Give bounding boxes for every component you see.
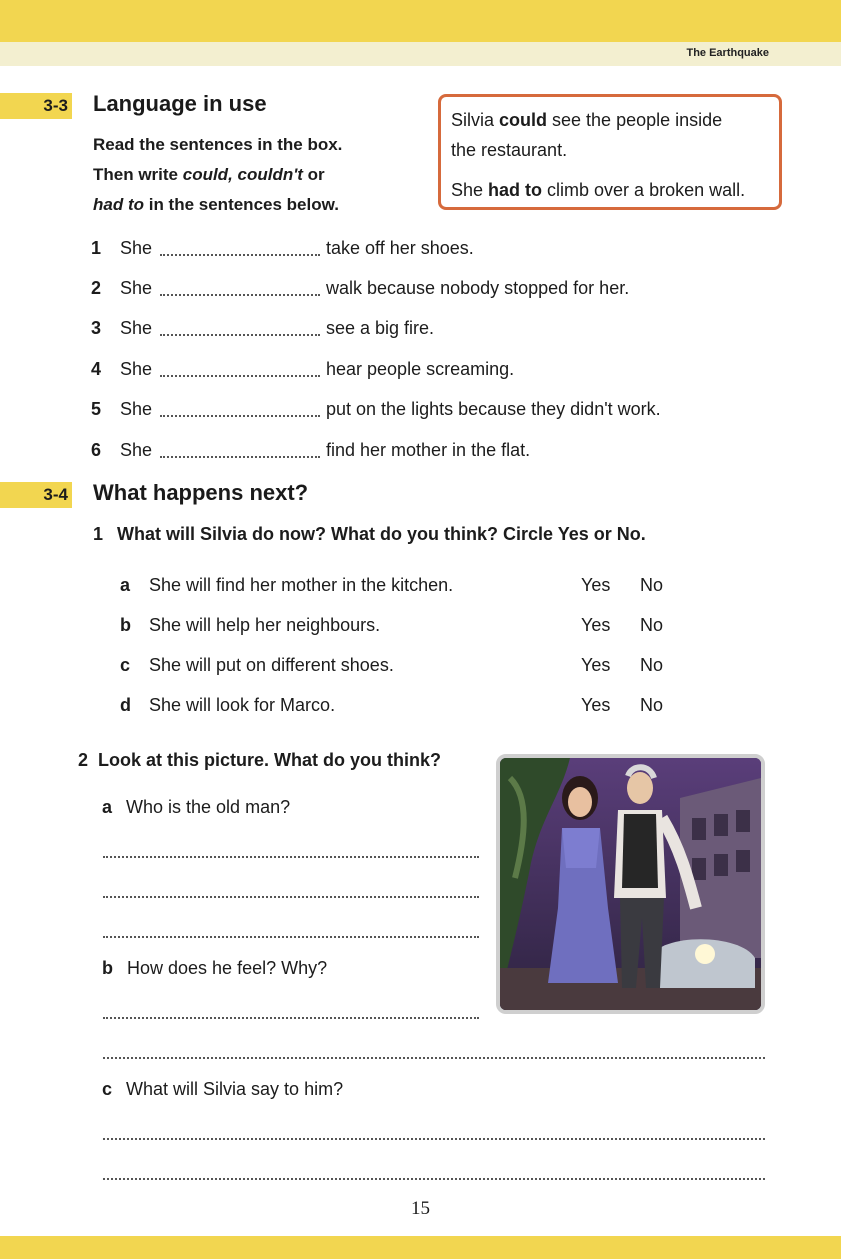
item-subject: She — [120, 278, 153, 298]
question-number: 2 — [78, 750, 89, 770]
option-text: She will find her mother in the kitchen. — [149, 575, 454, 595]
answer-line[interactable] — [103, 896, 479, 898]
option-letter: a — [120, 575, 131, 595]
instructions-line-2 — [93, 160, 413, 190]
yes-choice[interactable]: Yes — [581, 655, 611, 675]
item-subject: She — [120, 440, 153, 460]
item-subject: She — [120, 238, 153, 258]
option-letter: d — [120, 695, 131, 715]
sub-question-c — [102, 1079, 343, 1100]
instr-text: Then write — [93, 165, 183, 184]
item-subject: She — [120, 359, 153, 379]
bottom-color-band — [0, 1236, 841, 1259]
instructions-line-3 — [93, 190, 413, 220]
sub-text: What will Silvia say to him? — [126, 1079, 344, 1099]
example-sentence-1 — [451, 105, 769, 135]
no-choice[interactable]: No — [640, 695, 664, 715]
instructions-line-1: Read the sentences in the box. — [93, 135, 343, 154]
yes-choice[interactable]: Yes — [581, 615, 611, 635]
instr-keyword-had-to: had to — [93, 195, 144, 214]
item-subject: She — [120, 318, 153, 338]
sub-question-a — [102, 797, 290, 818]
item-text: walk because nobody stopped for her. — [326, 278, 630, 298]
yes-choice[interactable]: Yes — [581, 575, 611, 595]
option-letter: b — [120, 615, 131, 635]
question-text: Look at this picture. What do you think? — [98, 750, 442, 770]
instr-text: in the sentences below. — [144, 195, 339, 214]
answer-blank[interactable] — [160, 320, 320, 336]
answer-line[interactable] — [103, 1017, 479, 1019]
sub-letter: b — [102, 958, 113, 978]
section-title-what-happens-next: What happens next? — [93, 480, 309, 505]
option-text: She will look for Marco. — [149, 695, 336, 715]
item-number: 6 — [91, 440, 102, 460]
option-letter: c — [120, 655, 131, 675]
item-text: take off her shoes. — [326, 238, 474, 258]
box-text: climb over a broken wall. — [542, 180, 746, 200]
item-number: 5 — [91, 399, 102, 419]
box-text: She — [451, 180, 489, 200]
answer-blank[interactable] — [160, 240, 320, 256]
item-text: hear people screaming. — [326, 359, 515, 379]
item-subject: She — [120, 399, 153, 419]
no-choice[interactable]: No — [640, 575, 664, 595]
sub-question-b — [102, 958, 327, 979]
answer-line[interactable] — [103, 1178, 765, 1180]
item-text: put on the lights because they didn't work. — [326, 399, 661, 419]
box-keyword-had-to: had to — [488, 180, 543, 200]
no-choice[interactable]: No — [640, 615, 664, 635]
answer-line[interactable] — [103, 1138, 765, 1140]
answer-line[interactable] — [103, 936, 479, 938]
box-keyword-could: could — [499, 110, 548, 130]
example-sentence-1-cont: the restaurant. — [451, 140, 568, 160]
option-text: She will help her neighbours. — [149, 615, 381, 635]
box-text: see the people inside — [547, 110, 723, 130]
story-illustration — [496, 754, 765, 1014]
no-choice[interactable]: No — [640, 655, 664, 675]
item-number: 4 — [91, 359, 102, 379]
answer-blank[interactable] — [160, 401, 320, 417]
instructions — [93, 130, 413, 220]
option-text: She will put on different shoes. — [149, 655, 394, 675]
answer-line[interactable] — [103, 1057, 765, 1059]
top-color-band — [0, 0, 841, 42]
answer-blank[interactable] — [160, 361, 320, 377]
question-1 — [93, 524, 646, 545]
yes-choice[interactable]: Yes — [581, 695, 611, 715]
answer-blank[interactable] — [160, 280, 320, 296]
question-2 — [78, 750, 441, 771]
item-number: 2 — [91, 278, 102, 298]
sub-letter: c — [102, 1079, 113, 1099]
page-number: 15 — [411, 1198, 430, 1219]
answer-blank[interactable] — [160, 442, 320, 458]
sub-letter: a — [102, 797, 113, 817]
item-number: 1 — [91, 238, 102, 258]
section-number-3-3: 3-3 — [0, 93, 72, 119]
instr-keywords: could, couldn't — [182, 165, 303, 184]
answer-line[interactable] — [103, 856, 479, 858]
section-title-language-in-use: Language in use — [93, 91, 267, 116]
example-sentences-box — [438, 94, 782, 210]
illustration-art — [500, 758, 761, 1010]
sub-text: How does he feel? Why? — [127, 958, 328, 978]
section-number-3-4: 3-4 — [0, 482, 72, 508]
question-number: 1 — [93, 524, 104, 544]
instr-text: or — [302, 165, 325, 184]
item-text: find her mother in the flat. — [326, 440, 531, 460]
example-sentence-2 — [451, 175, 769, 205]
item-number: 3 — [91, 318, 102, 338]
question-text: What will Silvia do now? What do you think? Circle Yes or No. — [117, 524, 646, 544]
box-text: Silvia — [451, 110, 500, 130]
sub-text: Who is the old man? — [126, 797, 291, 817]
running-title: The Earthquake — [686, 47, 769, 59]
item-text: see a big fire. — [326, 318, 435, 338]
